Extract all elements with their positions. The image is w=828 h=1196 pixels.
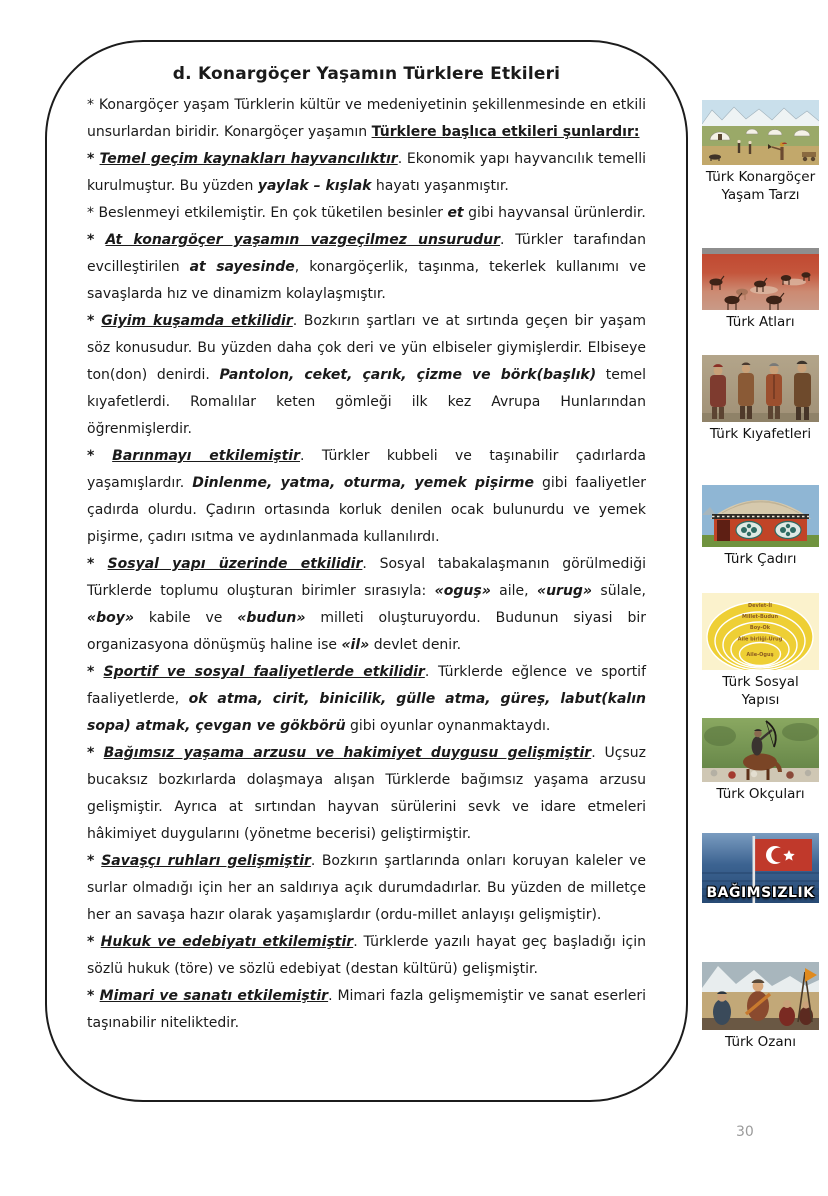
figure-social-structure — [702, 593, 819, 709]
article-title: d. Konargöçer Yaşamın Türklere Etkileri — [172, 64, 561, 84]
paragraph: * Beslenmeyi etkilemiştir. En çok tüketilen besinler et gibi hayvansal ürünlerdir. — [87, 205, 646, 221]
diagram-label-aile-birligi-urug: Aile birliği-Urug — [737, 636, 783, 643]
yurt-camp-photo — [702, 100, 819, 165]
figure-caption: Türk Okçuları — [716, 786, 805, 802]
diagram-label-devlet-il: Devlet-İl — [748, 603, 772, 609]
turkish-flag-photo — [702, 833, 819, 903]
paragraph: * Temel geçim kaynakları hayvancılıktır. Ekonomik yapı hayvancılık temelli kurulmuştur. Bu yüzden yaylak – kışlak hayatı yaşanmıştır. — [87, 151, 646, 194]
paragraph: * Bağımsız yaşama arzusu ve hakimiyet duygusu gelişmiştir. Uçsuz bucaksız bozkırlarda dolaşmaya alışan Türklerde bağımsız yaşama arzusu gelişmiştir. Ayrıca at sırtından hayvan sürülerini sevk ve idare etmeleri hâkimiyet duygularını (yönetme becerisi) geliştirmiştir. — [87, 745, 646, 842]
figure-independence-flag — [702, 833, 819, 903]
paragraph: * Savaşçı ruhları gelişmiştir. Bozkırın şartlarında onları koruyan kaleler ve surlar olmadığı için her an saldırıya açık durumdadırlar. Bu yüzden de milletçe her an savaşa hazır olarak yaşamışlardır (ordu-millet anlayışı gelişmiştir). — [87, 853, 646, 923]
figure-turkish-horses — [702, 248, 819, 332]
paragraph: * Sportif ve sosyal faaliyetlerde etkilidir. Türklerde eğlence ve sportif faaliyetlerde, ok atma, cirit, binicilik, gülle atma, güreş, labut(kalın sopa) atmak, çevgan ve gökbörü gibi oyunlar oynanmaktaydı. — [87, 664, 647, 734]
figure-nomadic-lifestyle — [702, 100, 819, 204]
figure-caption: Türk Konargöçer Yaşam Tarzı — [705, 169, 816, 203]
figure-caption: Türk Kıyafetleri — [709, 426, 812, 442]
paragraph: * Mimari ve sanatı etkilemiştir. Mimari fazla gelişmemiştir ve sanat eserleri taşınabilir niteliktedir. — [87, 988, 646, 1031]
figure-caption: Türk Ozanı — [725, 1034, 796, 1050]
figure-caption: Türk Sosyal Yapısı — [722, 674, 799, 708]
paragraph: * Hukuk ve edebiyatı etkilemiştir. Türklerde yazılı hayat geç başladığı için sözlü hukuk (töre) ve sözlü edebiyat (destan kültürü) gelişmiştir. — [87, 934, 647, 977]
diagram-label-aile-ogus: Aile-Oguş — [746, 652, 774, 658]
paragraph: * At konargöçer yaşamın vazgeçilmez unsurudur. Türkler tarafından evcilleştirilen at sayesinde, konargöçerlik, taşınma, tekerlek kullanımı ve savaşlarda hız ve dinamizm kolaylaşmıştır. — [87, 232, 646, 302]
figure-traditional-clothing — [702, 355, 819, 444]
content-panel — [45, 40, 688, 1102]
figure-caption: Türk Atları — [726, 314, 795, 330]
traditional-clothing-photo — [702, 355, 819, 422]
figure-turkish-archers — [702, 718, 819, 804]
horse-archer-photo — [702, 718, 819, 782]
page-number: 30 — [736, 1124, 754, 1140]
paragraph: * Barınmayı etkilemiştir. Türkler kubbeli ve taşınabilir çadırlarda yaşamışlardır. Dinlenme, yatma, oturma, yemek pişirme gibi faaliyetler çadırda olurdu. Çadırın ortasında korluk denilen ocak bulunurdu ve yemek pişirme, çadırı ısıtma ve aydınlanmada kullanılırdı. — [87, 448, 647, 545]
paragraph: * Giyim kuşamda etkilidir. Bozkırın şartları ve at sırtında geçen bir yaşam söz konusudur. Bu yüzden daha çok deri ve yün elbiseler giymişlerdir. Elbiseye ton(don) denirdi. Pantolon, ceket, çarık, çizme ve börk(başlık) temel kıyafetlerdi. Romalılar keten gömleği ilk kez Avrupa Hunlarından öğrenmişlerdir. — [87, 313, 646, 437]
figure-turkish-tent — [702, 485, 819, 569]
yurt-tent-photo — [702, 485, 819, 547]
social-structure-diagram — [702, 593, 819, 670]
diagram-label-millet-budun: Millet-Budun — [741, 614, 779, 620]
independence-caption-overlay: BAĞIMSIZLIK — [706, 885, 815, 901]
figure-caption: Türk Çadırı — [724, 551, 797, 567]
bard-painting — [702, 962, 819, 1030]
paragraph: * Sosyal yapı üzerinde etkilidir. Sosyal tabakalaşmanın görülmediği Türklerde toplumu oluşturan birimler sırasıyla: «oguş» aile, «urug» sülale, «boy» kabile ve «budun» milleti oluşturuyordu. Budunun siyasi bir organizasyona dönüşmüş haline ise «il» devlet denir. — [87, 556, 647, 653]
figure-turkish-bard — [702, 962, 819, 1052]
horses-photo — [702, 248, 819, 310]
diagram-label-boy-ok: Boy-Ok — [749, 625, 771, 631]
article-body — [87, 92, 646, 1037]
paragraph: * Konargöçer yaşam Türklerin kültür ve medeniyetinin şekillenmesinde en etkili unsurlardan biridir. Konargöçer yaşamın Türklere başlıca etkileri şunlardır: — [87, 97, 646, 140]
